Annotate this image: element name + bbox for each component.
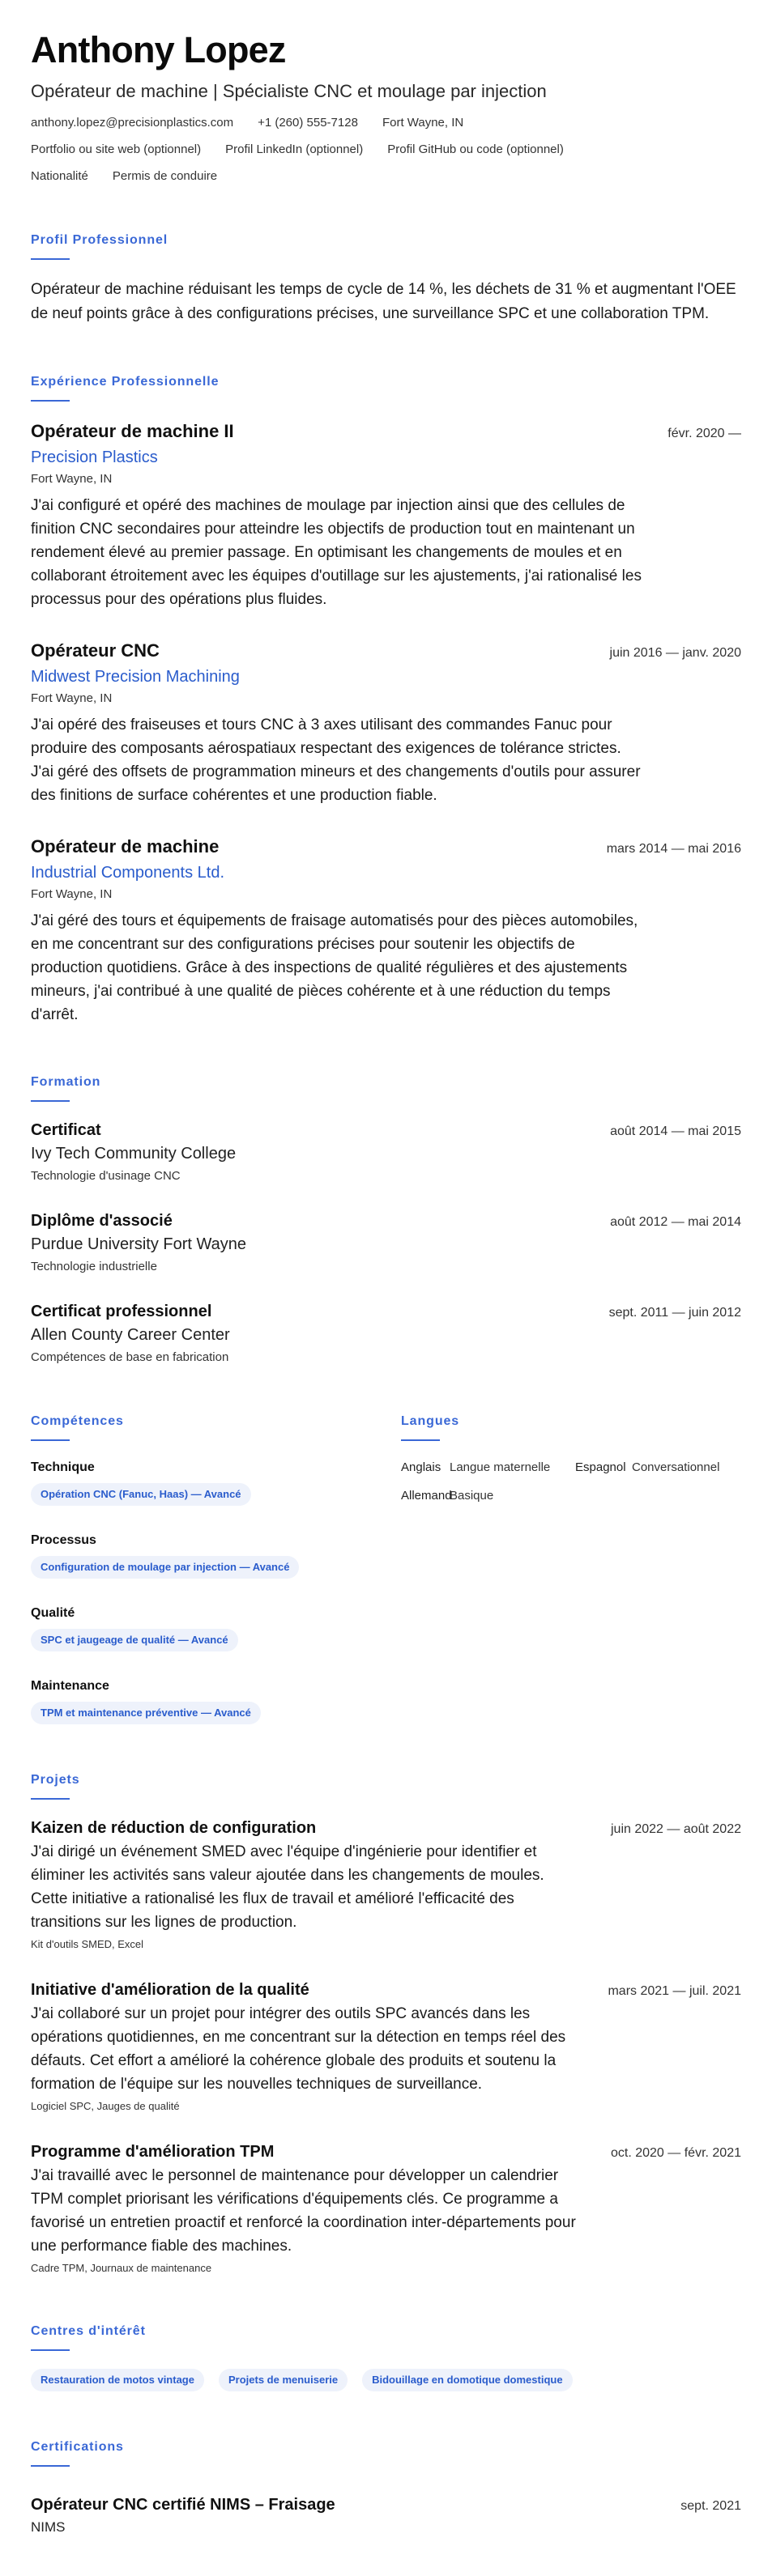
skills-section bbox=[31, 1413, 401, 1724]
experience-entry bbox=[31, 419, 741, 611]
section-title: Langues bbox=[401, 1414, 460, 1428]
project-title: Kaizen de réduction de configuration bbox=[31, 1819, 317, 1837]
skill-category: Maintenance bbox=[31, 1679, 109, 1693]
skill-group bbox=[31, 1532, 401, 1579]
project-tools: Kit d'outils SMED, Excel bbox=[31, 1938, 144, 1950]
certification-issuer: NIMS bbox=[31, 2519, 66, 2535]
section-title: Compétences bbox=[31, 1414, 124, 1428]
linkedin-link[interactable]: Profil LinkedIn (optionnel) bbox=[225, 142, 364, 156]
summary-section bbox=[31, 232, 741, 326]
project-dates: mars 2021 — juil. 2021 bbox=[608, 1984, 741, 1998]
skill-category: Processus bbox=[31, 1533, 96, 1547]
job-location: Fort Wayne, IN bbox=[31, 472, 113, 486]
education-dates: sept. 2011 — juin 2012 bbox=[608, 1306, 741, 1320]
section-title: Projets bbox=[31, 1773, 80, 1787]
skill-chip: Configuration de moulage par injection — Avancé bbox=[31, 1556, 299, 1579]
certifications-section bbox=[31, 2438, 741, 2536]
company-name: Precision Plastics bbox=[31, 448, 158, 466]
skills-languages-columns bbox=[31, 1413, 741, 1724]
certification-title: Opérateur CNC certifié NIMS – Fraisage bbox=[31, 2496, 335, 2514]
job-title: Opérateur CNC bbox=[31, 640, 160, 661]
languages-grid bbox=[401, 1459, 741, 1504]
section-divider bbox=[31, 258, 70, 260]
skill-group bbox=[31, 1677, 401, 1724]
section-divider bbox=[31, 1100, 70, 1102]
phone-number[interactable]: +1 (260) 555-7128 bbox=[258, 116, 358, 130]
skill-category: Qualité bbox=[31, 1606, 75, 1620]
section-divider bbox=[31, 2465, 70, 2467]
project-entry bbox=[31, 1817, 741, 1952]
job-location: Fort Wayne, IN bbox=[31, 691, 113, 705]
section-title: Formation bbox=[31, 1075, 101, 1089]
job-dates: févr. 2020 — bbox=[668, 427, 741, 440]
skill-group bbox=[31, 1459, 401, 1506]
section-divider bbox=[31, 400, 70, 402]
job-description: J'ai géré des tours et équipements de fraisage automatisés pour des pièces automobiles, en me concentrant sur des configurations précises pour soutenir les objectifs de production quotidiens. Grâce à des inspections de qualité régulières et des ajustements mineurs, j'ai contribué à une qualité de pièces cohérente et à une réduction du temps d'arrêt. bbox=[31, 912, 638, 1023]
skill-group bbox=[31, 1605, 401, 1651]
section-title: Profil Professionnel bbox=[31, 233, 168, 247]
section-divider bbox=[31, 2349, 70, 2351]
personal-info-row bbox=[31, 168, 741, 185]
contact-row bbox=[31, 115, 741, 131]
job-description: J'ai opéré des fraiseuses et tours CNC à 3 axes utilisant des commandes Fanuc pour produire des composants aérospatiaux respectant des exigences de tolérance strictes. J'ai géré des offsets de programmation mineurs et des changements d'outils pour assurer des finitions de surface cohérentes et une production fiable. bbox=[31, 716, 641, 804]
language-level: Langue maternelle bbox=[450, 1460, 551, 1474]
interests-section bbox=[31, 2323, 741, 2391]
experience-entry bbox=[31, 835, 741, 1027]
section-divider bbox=[401, 1439, 440, 1441]
education-dates: août 2014 — mai 2015 bbox=[610, 1124, 741, 1138]
job-dates: mars 2014 — mai 2016 bbox=[606, 842, 741, 856]
project-tools: Cadre TPM, Journaux de maintenance bbox=[31, 2262, 212, 2274]
experience-section bbox=[31, 373, 741, 1027]
nationality-text: Nationalité bbox=[31, 169, 88, 183]
license-text: Permis de conduire bbox=[112, 169, 218, 183]
degree-title: Certificat professionnel bbox=[31, 1303, 212, 1320]
skill-category: Technique bbox=[31, 1460, 95, 1474]
certification-date: sept. 2021 bbox=[680, 2499, 741, 2513]
degree-title: Certificat bbox=[31, 1121, 101, 1139]
language-level: Basique bbox=[450, 1489, 494, 1503]
section-title: Centres d'intérêt bbox=[31, 2324, 146, 2338]
project-title: Programme d'amélioration TPM bbox=[31, 2143, 275, 2161]
skill-chip: TPM et maintenance préventive — Avancé bbox=[31, 1702, 261, 1724]
skill-chip: SPC et jaugeage de qualité — Avancé bbox=[31, 1629, 238, 1651]
candidate-name: Anthony Lopez bbox=[31, 29, 286, 70]
job-title: Opérateur de machine II bbox=[31, 421, 234, 441]
location-text: Fort Wayne, IN bbox=[382, 116, 464, 130]
project-entry bbox=[31, 2141, 741, 2276]
language-name: Allemand bbox=[401, 1489, 452, 1503]
language-level: Conversationnel bbox=[632, 1460, 720, 1474]
company-name: Industrial Components Ltd. bbox=[31, 864, 225, 882]
email-link[interactable]: anthony.lopez@precisionplastics.com bbox=[31, 116, 234, 130]
skill-chip: Opération CNC (Fanuc, Haas) — Avancé bbox=[31, 1483, 251, 1506]
job-description: J'ai configuré et opéré des machines de moulage par injection ainsi que des cellules de finition CNC secondaires pour atteindre les objectifs de production tout en maintenant un rendement élevé au premier passage. En optimisant les changements de moules et en collaborant étroitement avec les équipes d'outillage sur les ajustements, j'ai rationalisé les processus pour des opérations plus fluides. bbox=[31, 497, 642, 608]
education-dates: août 2012 — mai 2014 bbox=[610, 1215, 741, 1229]
certification-entry bbox=[31, 2494, 741, 2515]
school-name: Purdue University Fort Wayne bbox=[31, 1235, 247, 1253]
school-name: Allen County Career Center bbox=[31, 1326, 230, 1344]
section-title: Expérience Professionnelle bbox=[31, 375, 220, 389]
language-name: Anglais bbox=[401, 1460, 441, 1474]
resume-header bbox=[31, 28, 741, 185]
project-description: J'ai collaboré sur un projet pour intégrer des outils SPC avancés dans les opérations quotidiennes, en me concentrant sur la détection en temps réel des défauts. Cet effort a amélioré la cohérence globale des produits et soutenu la formation de l'équipe sur les nouvelles techniques de surveillance. bbox=[31, 2005, 566, 2093]
job-dates: juin 2016 — janv. 2020 bbox=[609, 646, 741, 660]
experience-entry bbox=[31, 639, 741, 807]
section-title: Certifications bbox=[31, 2440, 124, 2454]
education-entry bbox=[31, 1120, 741, 1184]
projects-section bbox=[31, 1771, 741, 2276]
github-link[interactable]: Profil GitHub ou code (optionnel) bbox=[387, 142, 564, 156]
job-title: Opérateur de machine bbox=[31, 836, 220, 857]
interest-chip: Projets de menuiserie bbox=[219, 2369, 348, 2391]
education-section bbox=[31, 1073, 741, 1366]
project-tools: Logiciel SPC, Jauges de qualité bbox=[31, 2100, 180, 2112]
summary-text: Opérateur de machine réduisant les temps de cycle de 14 %, les déchets de 31 % et augmentant l'OEE de neuf points grâce à des configurations précises, une surveillance SPC et une collaboration TPM. bbox=[31, 281, 736, 322]
project-description: J'ai travaillé avec le personnel de maintenance pour développer un calendrier TPM complet priorisant les vérifications d'équipements clés. Ce programme a favorisé un entretien proactif et renforcé la coordination inter-départements pour une performance fiable des machines. bbox=[31, 2167, 576, 2255]
degree-title: Diplôme d'associé bbox=[31, 1212, 173, 1230]
languages-section bbox=[401, 1413, 741, 1724]
study-field: Compétences de base en fabrication bbox=[31, 1350, 229, 1364]
project-description: J'ai dirigé un événement SMED avec l'équipe d'ingénierie pour identifier et éliminer les activités sans valeur ajoutée dans les changements de moules. Cette initiative a rationalisé les flux de travail et amélioré l'efficacité des transitions sur les lignes de production. bbox=[31, 1843, 544, 1931]
section-divider bbox=[31, 1798, 70, 1800]
interest-chip: Restauration de motos vintage bbox=[31, 2369, 204, 2391]
project-title: Initiative d'amélioration de la qualité bbox=[31, 1981, 309, 1999]
interests-list bbox=[31, 2369, 741, 2391]
company-name: Midwest Precision Machining bbox=[31, 668, 240, 686]
school-name: Ivy Tech Community College bbox=[31, 1145, 237, 1163]
education-entry bbox=[31, 1301, 741, 1366]
language-name: Espagnol bbox=[575, 1460, 626, 1474]
interest-chip: Bidouillage en domotique domestique bbox=[362, 2369, 572, 2391]
links-row bbox=[31, 142, 741, 158]
project-entry bbox=[31, 1979, 741, 2114]
section-divider bbox=[31, 1439, 70, 1441]
education-entry bbox=[31, 1210, 741, 1275]
project-dates: oct. 2020 — févr. 2021 bbox=[611, 2146, 741, 2160]
study-field: Technologie industrielle bbox=[31, 1260, 157, 1273]
study-field: Technologie d'usinage CNC bbox=[31, 1169, 181, 1183]
website-link[interactable]: Portfolio ou site web (optionnel) bbox=[31, 142, 202, 156]
job-location: Fort Wayne, IN bbox=[31, 887, 113, 901]
candidate-headline: Opérateur de machine | Spécialiste CNC et moulage par injection bbox=[31, 81, 547, 101]
project-dates: juin 2022 — août 2022 bbox=[610, 1822, 741, 1836]
